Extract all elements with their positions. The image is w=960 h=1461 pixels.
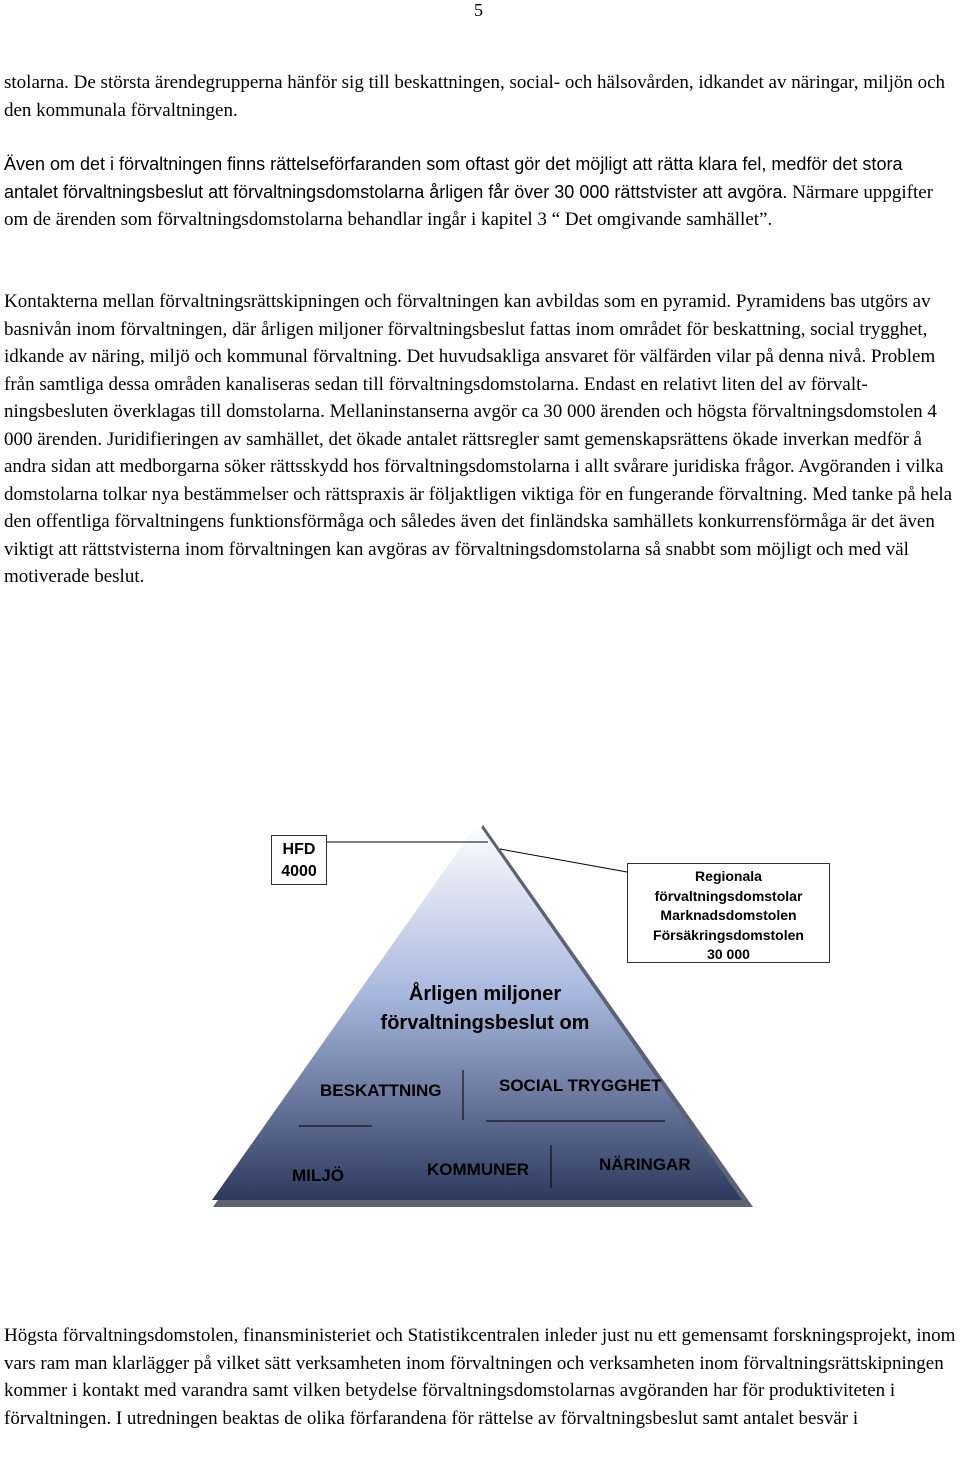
hfd-box	[271, 835, 327, 885]
regional-courts-box	[627, 863, 830, 963]
paragraph-intro: stolarna. De största ärendegrupperna hänför sig till beskattningen, social- och hälsovården, idkandet av näringar, miljön och den kommunala förvaltningen.	[4, 72, 946, 121]
regional-line-2: förvaltningsdomstolar	[654, 887, 803, 904]
hfd-label: HFD	[282, 841, 316, 858]
label-social-trygghet: SOCIAL TRYGGHET	[499, 1076, 662, 1095]
label-miljo: MILJÖ	[292, 1166, 344, 1185]
paragraph-rattelse-sans: Även om det i förvaltningen finns rättelseförfaranden som oftast gör det möjligt att rätta klara fel, medför det stora antalet förvaltningsbeslut att förvaltningsdomstolarna årligen får över 30 000 rättstvister att avgöra.	[4, 154, 903, 202]
pyramid-title-line-1: Årligen miljoner	[408, 983, 562, 1005]
regional-line-4: Försäkringsdomstolen	[653, 926, 804, 943]
hfd-count: 4000	[281, 863, 317, 880]
paragraph-rattelse	[4, 151, 958, 234]
pyramid-diagram	[0, 815, 960, 1235]
regional-connector-line	[500, 849, 627, 872]
label-beskattning: BESKATTNING	[320, 1081, 442, 1100]
page-number: 5	[474, 0, 483, 20]
paragraph-rattelse-serif: Närmare uppgifter om de ärenden som förvaltningsdomstolarna behandlar ingår i kapitel 3 “ Det omgivande samhället”.	[4, 181, 934, 230]
paragraph-pyramid: Kontakterna mellan förvaltningsrättskipningen och förvaltningen kan avbildas som en pyramid. Pyramidens bas utgörs av basnivån inom förvaltningen, där årligen miljoner förvaltningsbeslut fattas inom området för beskattning, social trygghet, idkande av näring, miljö och kommunal förvaltning. Det huvudsakliga ansvaret för välfärden vilar på denna nivå. Problem från samtliga dessa områden kanaliseras sedan till förvaltningsdomstolarna. Endast en relativt liten del av förvaltningsbesluten överklagas till domstolarna. Mellaninstanserna avgör ca 30 000 ärenden och högsta förvaltningsdomstolen 4 000 ärenden. Juridifieringen av samhället, det ökade antalet rättsregler samt gemenskapsrättens ökade inverkan medför å andra sidan att medborgarna söker rättsskydd hos förvaltningsdomstolarna i allt svårare juridiska frågor. Avgöranden i vilka domstolarna tolkar nya bestämmelser och rättspraxis är följaktligen viktiga för en fungerande förvaltning. Med tanke på hela den offentliga förvaltningens funktionsförmåga och således även det finländska samhällets konkurrensförmåga är det även viktigt att rättstvisterna inom förvaltningen kan avgöras av förvaltningsdomstolarna så snabbt som möjligt och med väl motiverade beslut.	[4, 291, 953, 587]
regional-count: 30 000	[707, 946, 750, 962]
regional-line-1: Regionala	[695, 868, 762, 884]
label-naringar: NÄRINGAR	[599, 1155, 691, 1174]
regional-line-3: Marknadsdomstolen	[660, 907, 797, 923]
label-kommuner: KOMMUNER	[427, 1160, 529, 1179]
paragraph-research-project: Högsta förvaltningsdomstolen, finansministeriet och Statistikcentralen inleder just nu ett gemensamt forskningsprojekt, inom vars ram man klarlägger på vilket sätt verksamheten inom förvaltningen och verksamheten inom förvaltningsrättskipningen kommer i kontakt med varandra samt vilken betydelse förvaltningsdomstolarnas avgöranden har för produktiviteten i förvaltningen. I utredningen beaktas de olika förfarandena för rättelse av förvaltningsbeslut samt antalet besvär i	[4, 1325, 956, 1429]
pyramid-title	[340, 980, 630, 1038]
pyramid-title-line-2: förvaltningsbeslut om	[380, 1012, 590, 1034]
